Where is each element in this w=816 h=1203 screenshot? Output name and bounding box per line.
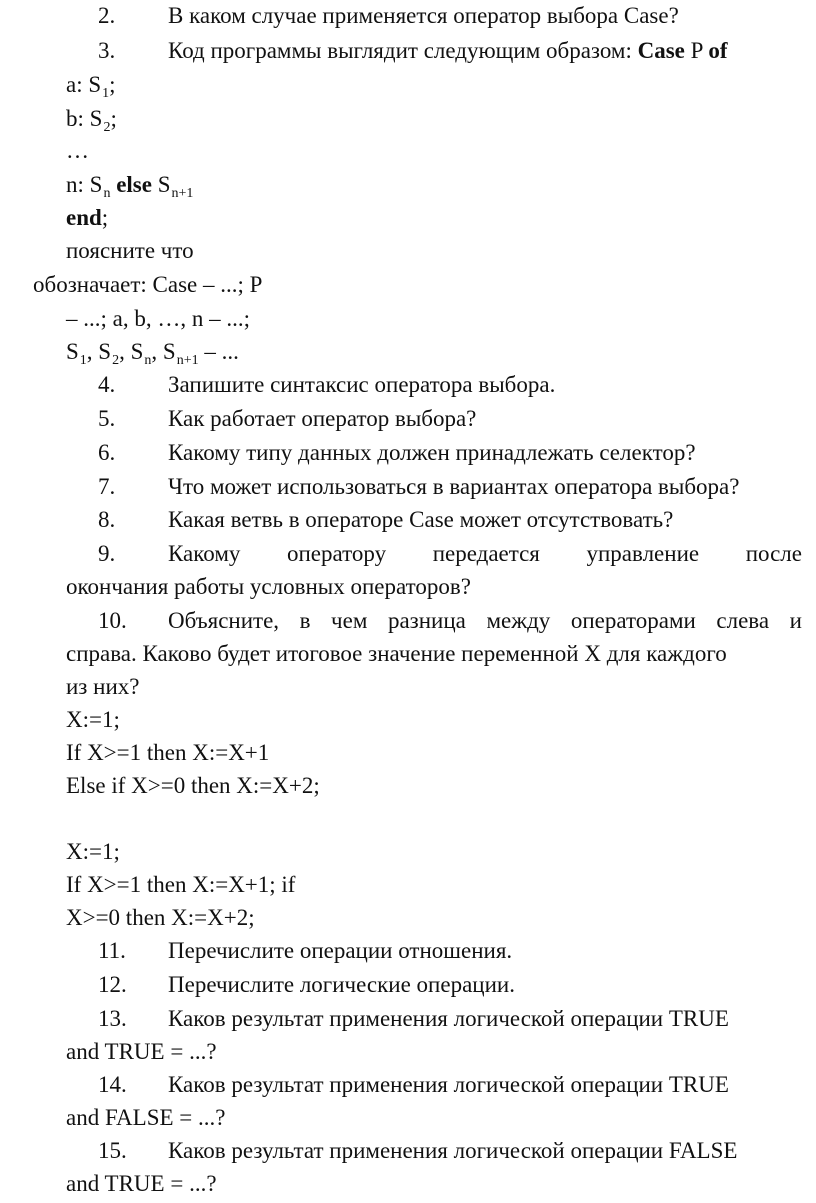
q15-number: 15. <box>98 1138 127 1163</box>
q3-text: Код программы выглядит следующим образом: <box>168 38 632 63</box>
q6-text: Какому типу данных должен принадлежать селектор? <box>168 440 696 465</box>
q10-number: 10. <box>98 608 127 633</box>
q3-code-n: n: $S_n$ else $S_{n+1}$ <box>66 172 194 201</box>
q10-code-right-3: X>=0 then X:=X+2; <box>66 905 255 930</box>
q13-number: 13. <box>98 1006 127 1031</box>
q15-text: Каков результат применения логической операции FALSE <box>168 1138 738 1163</box>
q3-code-a: a: $S_1$; <box>66 72 116 101</box>
q5-number: 5. <box>98 406 116 431</box>
q3-code-end: end; <box>66 205 109 230</box>
q12-number: 12. <box>98 972 127 997</box>
q13-line2: and TRUE = ...? <box>66 1039 217 1064</box>
q11-text: Перечислите операции отношения. <box>168 938 513 963</box>
q10-line2: справа. Каково будет итоговое значение переменной X для каждого <box>66 641 727 666</box>
q4-text: Запишите синтаксис оператора выбора. <box>168 372 556 397</box>
q3-code-b: b: $S_2$; <box>66 106 117 135</box>
q8-text: Какая ветвь в операторе Case может отсутствовать? <box>168 507 674 532</box>
q2-number: 2. <box>98 3 116 28</box>
q10-line3: из них? <box>66 674 140 699</box>
q10-code-left-1: X:=1; <box>66 707 120 732</box>
q3-explain-line4: $S_1$, $S_2$, $S_n$, $S_{n+1}$ – ... <box>66 339 239 368</box>
q3-explain-line2: обозначает: Case – ...; P <box>33 272 263 297</box>
q10-code-right-1: X:=1; <box>66 839 120 864</box>
q12-text: Перечислите логические операции. <box>168 972 515 997</box>
q15-line2: and TRUE = ...? <box>66 1171 217 1196</box>
q7-text: Что может использоваться в вариантах оператора выбора? <box>168 474 740 499</box>
q5-text: Как работает оператор выбора? <box>168 406 477 431</box>
q3-explain-line3: – ...; a, b, …, n – ...; <box>66 306 250 331</box>
q9-line1: Какому оператору передается управление после <box>168 541 802 566</box>
q3-selector-var: P <box>690 38 703 63</box>
q9-line2: окончания работы условных операторов? <box>66 574 471 599</box>
q3-explain-line1: поясните что <box>66 238 194 263</box>
q14-text: Каков результат применения логической операции TRUE <box>168 1072 729 1097</box>
q14-line2: and FALSE = ...? <box>66 1105 226 1130</box>
q10-code-left-2: If X>=1 then X:=X+1 <box>66 740 270 765</box>
q3-code-ellipsis: … <box>66 138 89 163</box>
q2-text: В каком случае применяется оператор выбора Case? <box>168 3 679 28</box>
q10-code-right-2: If X>=1 then X:=X+1; if <box>66 872 296 897</box>
q3-case-keyword: Case <box>637 38 685 63</box>
q3-number: 3. <box>98 38 116 63</box>
q7-number: 7. <box>98 474 116 499</box>
q8-number: 8. <box>98 507 116 532</box>
q10-code-left-3: Else if X>=0 then X:=X+2; <box>66 773 320 798</box>
q13-text: Каков результат применения логической операции TRUE <box>168 1006 729 1031</box>
q3-of-keyword: of <box>708 38 728 63</box>
q14-number: 14. <box>98 1072 127 1097</box>
q4-number: 4. <box>98 372 116 397</box>
q6-number: 6. <box>98 440 116 465</box>
q11-number: 11. <box>98 938 126 963</box>
q3-line <box>168 38 802 64</box>
q10-line1: Объясните, в чем разница между операторами слева и <box>168 608 802 633</box>
q9-number: 9. <box>98 541 116 566</box>
